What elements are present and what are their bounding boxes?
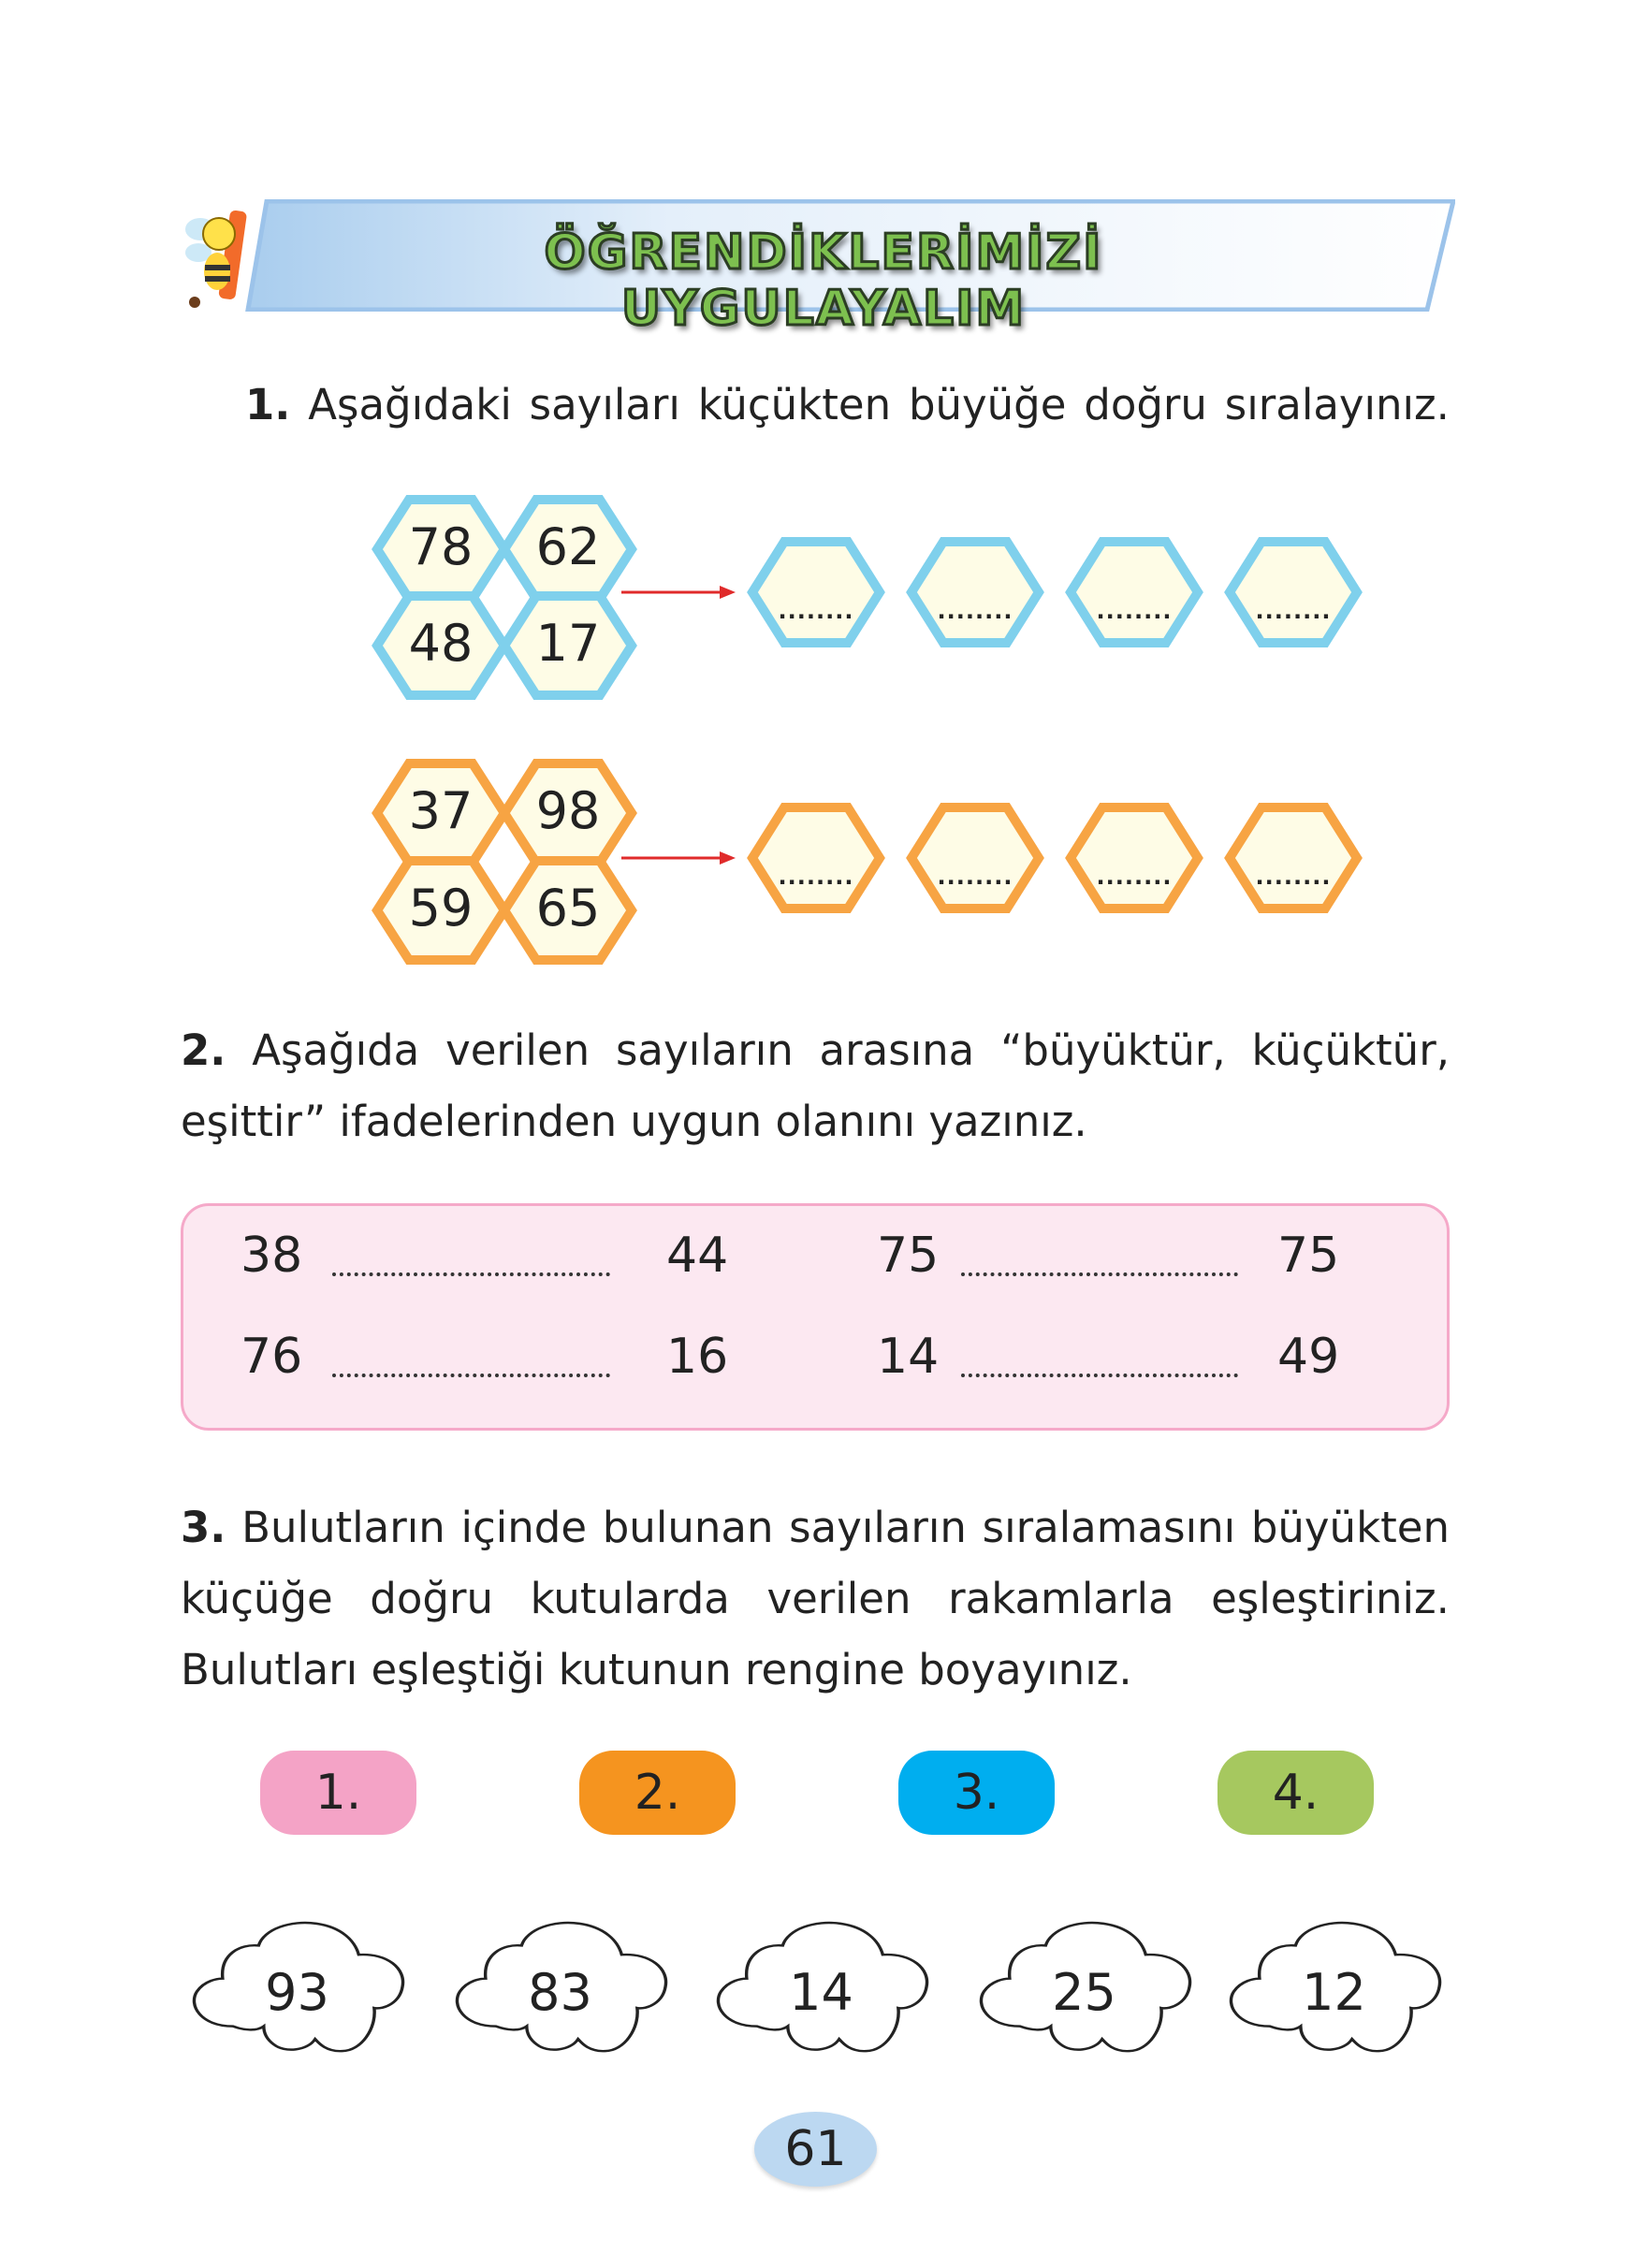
hex-number: 62 — [535, 517, 601, 576]
compare-right: 16 — [666, 1329, 729, 1385]
number-hexagon — [377, 861, 504, 960]
color-box-3: 3. — [898, 1751, 1055, 1835]
arrow-right-icon — [621, 583, 743, 602]
compare-right: 49 — [1277, 1329, 1340, 1385]
number-cloud[interactable] — [706, 1918, 937, 2056]
number-cloud[interactable] — [969, 1918, 1200, 2056]
question-1-instruction: Aşağıdaki sayıları küçükten büyüğe doğru sıralayınız. — [308, 380, 1450, 429]
number-cloud[interactable] — [182, 1918, 413, 2056]
answer-dots: ........ — [1255, 598, 1332, 624]
question-1-text — [245, 370, 1450, 441]
comparison-box — [181, 1203, 1450, 1431]
hex-number: 98 — [535, 781, 601, 840]
answer-hexagon[interactable] — [911, 807, 1039, 909]
question-3-text — [181, 1492, 1450, 1706]
question-2-text — [181, 1015, 1450, 1157]
color-box-2: 2. — [579, 1751, 736, 1835]
number-hexagon — [504, 861, 632, 960]
answer-hexagon[interactable] — [1071, 807, 1198, 909]
hexagon-shape — [1071, 542, 1198, 643]
compare-right: 44 — [666, 1228, 729, 1284]
compare-left: 75 — [877, 1228, 940, 1284]
answer-dots: ........ — [1255, 864, 1332, 890]
question-3-instruction: Bulutların içinde bulunan sayıların sıralamasını büyükten küçüğe doğru kutularda verilen rakamlarla eşleştiriniz. Bulutları eşleştiği kutunun rengine boyayınız. — [181, 1503, 1450, 1694]
hex-number: 48 — [408, 614, 474, 673]
hexagon-shape — [752, 542, 880, 643]
color-box-4: 4. — [1217, 1751, 1374, 1835]
hexagon-shape — [1230, 807, 1357, 909]
answer-dots: ........ — [778, 864, 854, 890]
compare-left: 14 — [877, 1329, 940, 1385]
answer-blank[interactable] — [332, 1374, 610, 1377]
cloud-number: 12 — [1302, 1963, 1366, 2022]
compare-right: 75 — [1277, 1228, 1340, 1284]
hexagon-shape — [911, 542, 1039, 643]
question-number: 3. — [181, 1503, 226, 1552]
answer-blank[interactable] — [332, 1272, 610, 1276]
hex-number: 59 — [408, 879, 474, 938]
cloud-number: 14 — [789, 1963, 853, 2022]
number-hexagon — [377, 763, 504, 863]
question-number: 1. — [245, 380, 291, 429]
answer-hexagon[interactable] — [1071, 542, 1198, 643]
bee-with-pencil-icon — [180, 201, 264, 313]
compare-left: 38 — [241, 1228, 303, 1284]
hexagon-shape — [752, 807, 880, 909]
number-hexagon — [504, 596, 632, 695]
answer-blank[interactable] — [961, 1272, 1238, 1276]
color-box-1: 1. — [260, 1751, 416, 1835]
answer-dots: ........ — [1096, 598, 1173, 624]
number-hexagon — [504, 763, 632, 863]
number-hexagon — [504, 500, 632, 599]
number-hexagon — [377, 596, 504, 695]
hexagon-shape — [911, 807, 1039, 909]
answer-dots: ........ — [937, 598, 1013, 624]
page-number: 61 — [754, 2112, 877, 2187]
answer-dots: ........ — [778, 598, 854, 624]
answer-hexagon[interactable] — [911, 542, 1039, 643]
answer-dots: ........ — [1096, 864, 1173, 890]
answer-hexagon[interactable] — [1230, 807, 1357, 909]
answer-hexagon[interactable] — [752, 542, 880, 643]
page-title: ÖĞRENDİKLERİMİZİ UYGULAYALIM — [544, 225, 1103, 337]
compare-left: 76 — [241, 1329, 303, 1385]
hexagon-shape — [1071, 807, 1198, 909]
number-cloud[interactable] — [1218, 1918, 1450, 2056]
answer-dots: ........ — [937, 864, 1013, 890]
hex-number: 65 — [535, 879, 601, 938]
answer-hexagon[interactable] — [752, 807, 880, 909]
arrow-right-icon — [621, 849, 743, 867]
hex-number: 78 — [408, 517, 474, 576]
hex-number: 17 — [535, 614, 601, 673]
question-number: 2. — [181, 1025, 226, 1075]
cloud-number: 83 — [528, 1963, 592, 2022]
number-hexagon — [377, 500, 504, 599]
question-2-instruction: Aşağıda verilen sayıların arasına “büyüktür, küçüktür, eşittir” ifadelerinden uygun olanını yazınız. — [181, 1025, 1450, 1146]
cloud-number: 25 — [1052, 1963, 1116, 2022]
cloud-number: 93 — [265, 1963, 329, 2022]
number-cloud[interactable] — [445, 1918, 676, 2056]
answer-hexagon[interactable] — [1230, 542, 1357, 643]
hexagon-shape — [1230, 542, 1357, 643]
hex-number: 37 — [408, 781, 474, 840]
answer-blank[interactable] — [961, 1374, 1238, 1377]
